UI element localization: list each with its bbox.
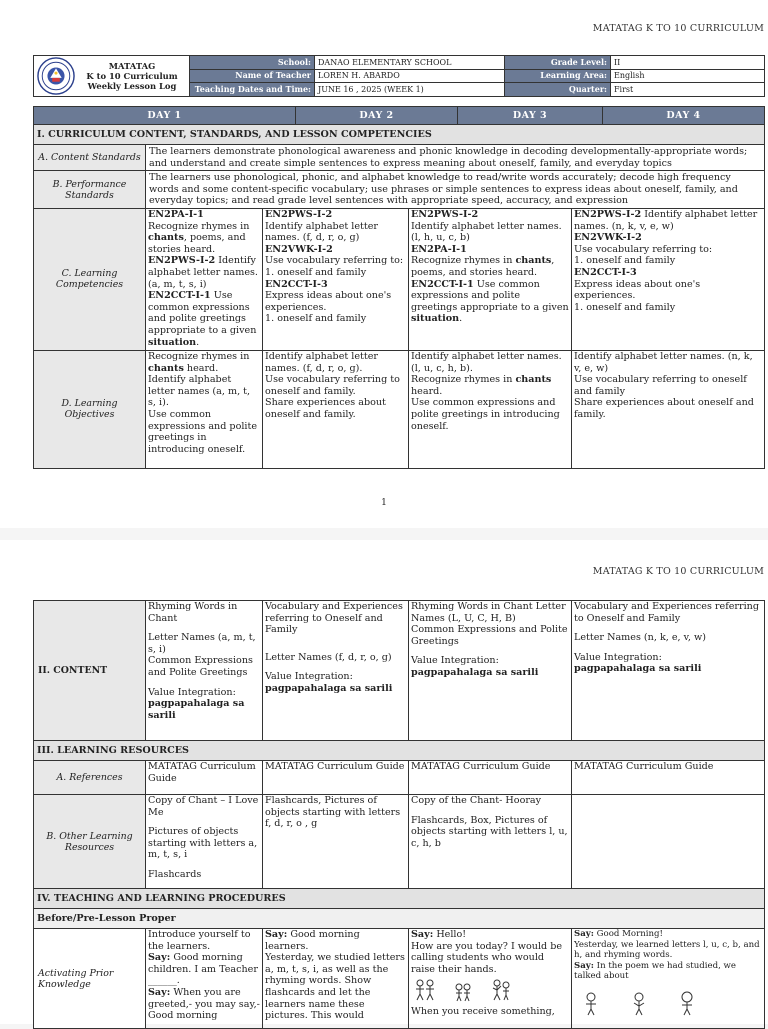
children-illustration	[413, 978, 569, 1002]
content-day-1: Rhyming Words in Chant Letter Names (a, m, t, s, i) Common Expressions and Polite Greetings Value Integration: pagpapahalaga sa sarili	[146, 601, 263, 741]
family-illustration	[578, 990, 762, 1016]
content-day-2: Vocabulary and Experiences referring to Oneself and Family Letter Names (f, d, r, o, g) Value Integration: pagpapahalaga sa sarili	[263, 601, 409, 741]
day-1-header: DAY 1	[34, 107, 296, 126]
school-value: DANAO ELEMENTARY SCHOOL	[315, 56, 505, 70]
performance-standards-text: The learners use phonological, phonic, and alphabet knowledge to read/write words accurately; decode high frequency words and some content-specific vocabulary; use phrases or simple sentences to express ideas about oneself, family, and everyday topics; and read grade level sentences with appropriate speed, accuracy, and expression	[146, 171, 765, 209]
objectives-day-2: Identify alphabet letter names. (f, d, r, o, g). Use vocabulary referring to oneself and family. Share experiences about oneself and family.	[263, 350, 409, 468]
other-resources-label: B. Other Learning Resources	[34, 795, 146, 889]
learning-competencies-label: C. Learning Competencies	[34, 208, 146, 350]
references-day-1: MATATAG Curriculum Guide	[146, 761, 263, 795]
day-3-header: DAY 3	[458, 107, 603, 126]
performance-standards-label: B. Performance Standards	[34, 171, 146, 209]
school-info-table	[33, 55, 765, 97]
log-title: MATATAG K to 10 Curriculum Weekly Lesson Log	[86, 61, 178, 91]
objectives-day-4: Identify alphabet letter names. (n, k, v, e, w) Use vocabulary referring to oneself and family Share experiences about oneself and family.	[572, 350, 765, 468]
learning-area-label: Learning Area:	[505, 69, 611, 83]
references-day-2: MATATAG Curriculum Guide	[263, 761, 409, 795]
references-day-4: MATATAG Curriculum Guide	[572, 761, 765, 795]
child-figure-icon	[674, 990, 700, 1016]
activating-day-4: Say: Good Morning! Yesterday, we learned letters l, u, c, b, and h, and rhyming words. Say: In the poem we had studied, we talked about	[572, 929, 765, 1029]
activating-day-3: Say: Hello! How are you today? I would be calling students who would raise their hands. When you receive something,	[409, 929, 572, 1029]
page-2	[0, 540, 768, 1024]
school-label: School:	[190, 56, 315, 70]
other-resources-day-3: Copy of the Chant- Hooray Flashcards, Box, Pictures of objects starting with letters l, u, c, h, b	[409, 795, 572, 889]
competencies-day-3: EN2PWS-I-2 Identify alphabet letter names. (l, h, u, c, b) EN2PA-I-1 Recognize rhymes in chants, poems, and stories heard. EN2CCT-I-1 Use common expressions and polite greetings appropriate to a given situation.	[409, 208, 572, 350]
other-resources-day-1: Copy of Chant – I Love Me Pictures of objects starting with letters a, m, t, s, i Flashcards	[146, 795, 263, 889]
child-figure-icon	[451, 978, 475, 1002]
teacher-label: Name of Teacher	[190, 69, 315, 83]
other-resources-day-4	[572, 795, 765, 889]
page-number: 1	[381, 498, 387, 508]
section-3-title: III. LEARNING RESOURCES	[34, 741, 765, 761]
child-figure-icon	[626, 990, 652, 1016]
child-figure-icon	[489, 978, 513, 1002]
child-figure-icon	[578, 990, 604, 1016]
other-resources-day-2: Flashcards, Pictures of objects starting with letters f, d, r, o , g	[263, 795, 409, 889]
dates-value: JUNE 16 , 2025 (WEEK 1)	[315, 83, 505, 97]
dates-label: Teaching Dates and Time:	[190, 83, 315, 97]
content-standards-text: The learners demonstrate phonological awareness and phonic knowledge in decoding developmentally-appropriate words; and understand and create simple sentences to express meaning about oneself, family, and everyday topics	[146, 145, 765, 171]
content-resources-table	[33, 600, 765, 1029]
section-2-title: II. CONTENT	[34, 601, 146, 741]
section-1-title: I. CURRICULUM CONTENT, STANDARDS, AND LESSON COMPETENCIES	[34, 125, 765, 145]
competencies-day-2: EN2PWS-I-2 Identify alphabet letter names. (f, d, r, o, g) EN2VWK-I-2 Use vocabulary referring to: 1. oneself and family EN2CCT-I-3 Express ideas about one's experiences. 1. oneself and family	[263, 208, 409, 350]
day-4-header: DAY 4	[603, 107, 765, 126]
competencies-day-1: EN2PA-I-1 Recognize rhymes in chants, poems, and stories heard. EN2PWS-I-2 Identify alphabet letter names. (a, m, t, s, i) EN2CCT-I-1 Use common expressions and polite greetings appropriate to a given situation.	[146, 208, 263, 350]
competencies-day-4: EN2PWS-I-2 Identify alphabet letter names. (n, k, v, e, w) EN2VWK-I-2 Use vocabulary referring to: 1. oneself and family EN2CCT-I-3 Express ideas about one's experiences. 1. oneself and family	[572, 208, 765, 350]
day-2-header: DAY 2	[296, 107, 458, 126]
references-day-3: MATATAG Curriculum Guide	[409, 761, 572, 795]
content-day-4: Vocabulary and Experiences referring to Oneself and Family Letter Names (n, k, e, v, w) Value Integration: pagpapahalaga sa sarili	[572, 601, 765, 741]
quarter-value: First	[611, 83, 765, 97]
before-lesson-label: Before/Pre-Lesson Proper	[34, 909, 765, 929]
logo-cell	[34, 56, 190, 97]
learning-objectives-label: D. Learning Objectives	[34, 350, 146, 468]
quarter-label: Quarter:	[505, 83, 611, 97]
grade-level-label: Grade Level:	[505, 56, 611, 70]
references-label: A. References	[34, 761, 146, 795]
activating-day-2: Say: Good morning learners. Yesterday, we studied letters a, m, t, s, i, as well as the rhyming words. Show flashcards and let the learners name these pictures. This would	[263, 929, 409, 1029]
learning-area-value: English	[611, 69, 765, 83]
objectives-day-1: Recognize rhymes in chants heard. Identify alphabet letter names (a, m, t, s, i). Use common expressions and polite greetings in introducing oneself.	[146, 350, 263, 468]
day-header-row	[33, 106, 765, 126]
content-day-3: Rhyming Words in Chant Letter Names (L, U, C, H, B) Common Expressions and Polite Greetings Value Integration: pagpapahalaga sa sarili	[409, 601, 572, 741]
curriculum-header: MATATAG K TO 10 CURRICULUM	[592, 566, 764, 577]
curriculum-table	[33, 124, 765, 469]
grade-level-value: II	[611, 56, 765, 70]
activating-day-1: Introduce yourself to the learners. Say: Good morning children. I am Teacher ______. Say: When you are greeted,- you may say,- Good morning	[146, 929, 263, 1029]
teacher-value: LOREN H. ABARDO	[315, 69, 505, 83]
content-standards-label: A. Content Standards	[34, 145, 146, 171]
activating-prior-knowledge-label: Activating Prior Knowledge	[34, 929, 146, 1029]
deped-seal-icon	[37, 57, 75, 95]
child-figure-icon	[413, 978, 437, 1002]
section-4-title: IV. TEACHING AND LEARNING PROCEDURES	[34, 889, 765, 909]
curriculum-header: MATATAG K TO 10 CURRICULUM	[592, 23, 764, 34]
objectives-day-3: Identify alphabet letter names. (l, u, c, h, b). Recognize rhymes in chants heard. Use common expressions and polite greetings in introducing oneself.	[409, 350, 572, 468]
